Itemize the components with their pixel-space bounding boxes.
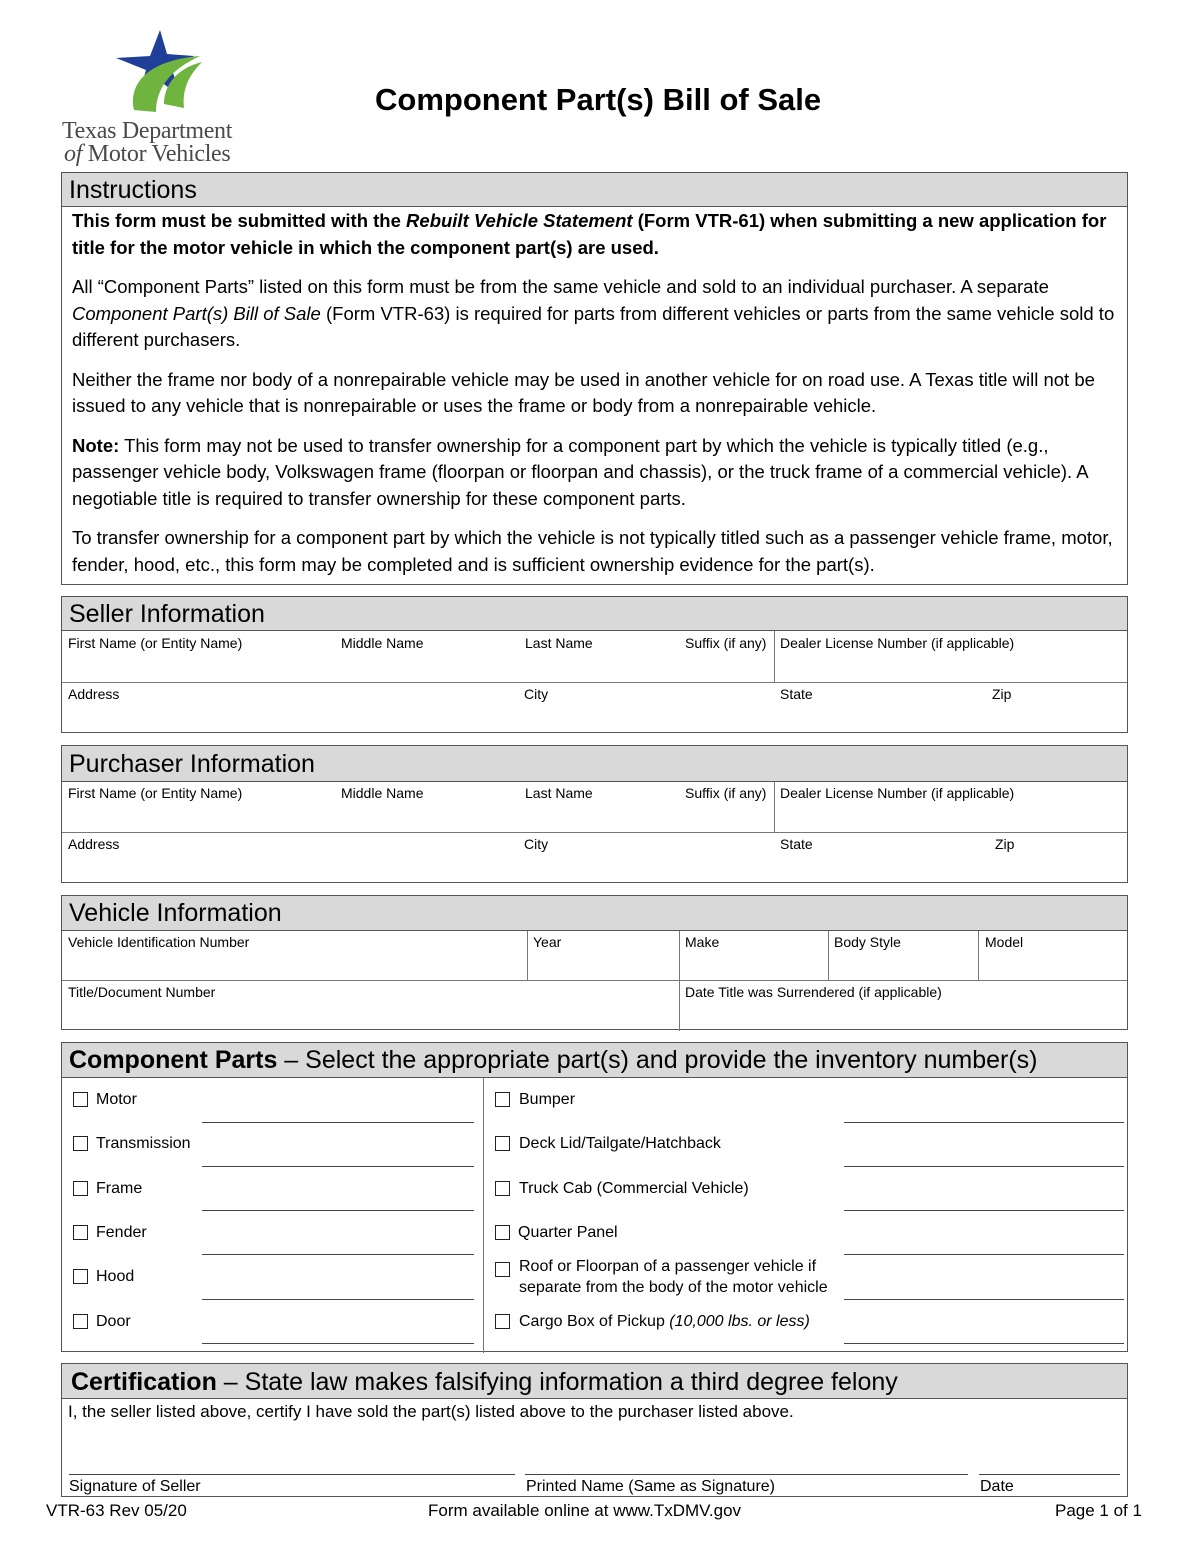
instructions-p1: This form must be submitted with the Rebuilt Vehicle Statement (Form VTR-61) when submitting a new application for title for the motor vehicle in which the component part(s) are used. bbox=[72, 210, 1107, 258]
divider bbox=[62, 832, 1127, 833]
logo-text-of: of bbox=[64, 141, 83, 167]
purchaser-heading: Purchaser Information bbox=[62, 746, 1127, 782]
fender-checkbox[interactable] bbox=[73, 1225, 88, 1240]
purchaser-section bbox=[61, 745, 1128, 883]
certification-statement: I, the seller listed above, certify I have sold the part(s) listed above to the purchaser listed above. bbox=[68, 1402, 794, 1421]
quarter-panel-checkbox[interactable] bbox=[495, 1225, 510, 1240]
vehicle-section bbox=[61, 895, 1128, 1030]
signature-line[interactable] bbox=[69, 1474, 515, 1475]
bumper-label: Bumper bbox=[519, 1091, 576, 1108]
hood-checkbox[interactable] bbox=[73, 1269, 88, 1284]
divider bbox=[679, 931, 680, 1031]
purchaser-zip-field[interactable]: Zip bbox=[995, 836, 1015, 852]
year-field[interactable]: Year bbox=[533, 934, 562, 950]
divider bbox=[62, 682, 1127, 683]
roof-floorpan-label-line1: Roof or Floorpan of a passenger vehicle if bbox=[519, 1258, 817, 1275]
purchaser-first-name-field[interactable]: First Name (or Entity Name) bbox=[68, 785, 243, 801]
truck-cab-checkbox[interactable] bbox=[495, 1181, 510, 1196]
door-label: Door bbox=[96, 1313, 131, 1330]
door-inventory-line[interactable] bbox=[202, 1343, 474, 1344]
date-line[interactable] bbox=[979, 1474, 1120, 1475]
vehicle-heading: Vehicle Information bbox=[62, 896, 1127, 931]
roof-floorpan-checkbox[interactable] bbox=[495, 1262, 510, 1277]
bumper-inventory-line[interactable] bbox=[844, 1122, 1124, 1123]
seller-section bbox=[61, 596, 1128, 733]
purchaser-dealer-license-field[interactable]: Dealer License Number (if applicable) bbox=[780, 785, 1015, 801]
instructions-p4: Note: This form may not be used to transfer ownership for a component part by which the vehicle is typically titled (e.g., passenger vehicle body, Volkswagen frame (floorpan or floorpan and chassis), or the truck frame of a commercial vehicle). A negotiable title is required to transfer ownership for these component parts. bbox=[72, 434, 1088, 509]
roof-floorpan-label-line2: separate from the body of the motor vehicle bbox=[519, 1279, 828, 1296]
seller-last-name-field[interactable]: Last Name bbox=[525, 635, 593, 651]
frame-checkbox[interactable] bbox=[73, 1181, 88, 1196]
seller-suffix-field[interactable]: Suffix (if any) bbox=[685, 635, 767, 651]
frame-label: Frame bbox=[96, 1180, 143, 1197]
deck-lid-checkbox[interactable] bbox=[495, 1136, 510, 1151]
component-parts-section bbox=[61, 1042, 1128, 1352]
instructions-heading: Instructions bbox=[62, 173, 1127, 207]
divider bbox=[527, 931, 528, 980]
seller-first-name-field[interactable]: First Name (or Entity Name) bbox=[68, 635, 243, 651]
bumper-checkbox[interactable] bbox=[495, 1092, 510, 1107]
purchaser-city-field[interactable]: City bbox=[524, 836, 549, 852]
instructions-p3: Neither the frame nor body of a nonrepairable vehicle may be used in another vehicle for on road use. A Texas title will not be issued to any vehicle that is nonrepairable or uses the frame or body from a nonrepairable vehicle. bbox=[72, 368, 1095, 416]
divider bbox=[828, 931, 829, 980]
motor-label: Motor bbox=[96, 1091, 137, 1108]
body-style-field[interactable]: Body Style bbox=[834, 934, 901, 950]
quarter-panel-inventory-line[interactable] bbox=[844, 1254, 1124, 1255]
cargo-box-inventory-line[interactable] bbox=[844, 1343, 1124, 1344]
seller-zip-field[interactable]: Zip bbox=[992, 686, 1012, 702]
instructions-p2: All “Component Parts” listed on this form must be from the same vehicle and sold to an individual purchaser. A separate Component Part(s) Bill of Sale (Form VTR-63) is required for parts from different vehicles or parts from the same vehicle sold to different purchasers. bbox=[72, 276, 1115, 350]
purchaser-address-field[interactable]: Address bbox=[68, 836, 120, 852]
signature-label: Signature of Seller bbox=[69, 1478, 201, 1495]
date-surrendered-field[interactable]: Date Title was Surrendered (if applicable) bbox=[685, 984, 942, 1000]
divider bbox=[774, 782, 775, 832]
quarter-panel-label: Quarter Panel bbox=[518, 1224, 618, 1241]
logo-text-line2 bbox=[64, 141, 230, 168]
truck-cab-label: Truck Cab (Commercial Vehicle) bbox=[519, 1180, 749, 1197]
seller-middle-name-field[interactable]: Middle Name bbox=[341, 635, 424, 651]
vin-field[interactable]: Vehicle Identification Number bbox=[68, 934, 250, 950]
instructions-body bbox=[72, 208, 1122, 591]
seller-city-field[interactable]: City bbox=[524, 686, 549, 702]
purchaser-state-field[interactable]: State bbox=[780, 836, 813, 852]
logo-text-motor-vehicles: Motor Vehicles bbox=[87, 141, 231, 167]
title-number-field[interactable]: Title/Document Number bbox=[68, 984, 216, 1000]
component-parts-heading: Component Parts – Select the appropriate part(s) and provide the inventory number(s) bbox=[62, 1043, 1127, 1078]
purchaser-middle-name-field[interactable]: Middle Name bbox=[341, 785, 424, 801]
date-label: Date bbox=[980, 1478, 1014, 1495]
seller-dealer-license-field[interactable]: Dealer License Number (if applicable) bbox=[780, 635, 1015, 651]
purchaser-last-name-field[interactable]: Last Name bbox=[525, 785, 593, 801]
hood-inventory-line[interactable] bbox=[202, 1299, 474, 1300]
instructions-p5: To transfer ownership for a component part by which the vehicle is not typically titled such as a passenger vehicle frame, motor, fender, hood, etc., this form may be completed and is sufficient ownership evidence for the part(s). bbox=[72, 527, 1113, 575]
logo-text-line1: Texas Department bbox=[62, 118, 233, 144]
instructions-section bbox=[61, 172, 1128, 585]
printed-name-label: Printed Name (Same as Signature) bbox=[526, 1478, 775, 1495]
seller-state-field[interactable]: State bbox=[780, 686, 813, 702]
divider bbox=[483, 1078, 484, 1353]
purchaser-suffix-field[interactable]: Suffix (if any) bbox=[685, 785, 767, 801]
door-checkbox[interactable] bbox=[73, 1314, 88, 1329]
fender-inventory-line[interactable] bbox=[202, 1254, 474, 1255]
transmission-checkbox[interactable] bbox=[73, 1136, 88, 1151]
transmission-label: Transmission bbox=[96, 1135, 191, 1152]
transmission-inventory-line[interactable] bbox=[202, 1166, 474, 1167]
motor-checkbox[interactable] bbox=[73, 1092, 88, 1107]
model-field[interactable]: Model bbox=[985, 934, 1024, 950]
page-number: Page 1 of 1 bbox=[1055, 1501, 1142, 1520]
page-title: Component Part(s) Bill of Sale bbox=[375, 82, 822, 117]
cargo-box-checkbox[interactable] bbox=[495, 1314, 510, 1329]
divider bbox=[62, 980, 1127, 981]
online-availability: Form available online at www.TxDMV.gov bbox=[428, 1501, 742, 1520]
make-field[interactable]: Make bbox=[685, 934, 720, 950]
deck-lid-label: Deck Lid/Tailgate/Hatchback bbox=[519, 1135, 721, 1152]
frame-inventory-line[interactable] bbox=[202, 1210, 474, 1211]
form-id: VTR-63 Rev 05/20 bbox=[46, 1501, 187, 1520]
hood-label: Hood bbox=[96, 1268, 135, 1285]
cargo-box-label: Cargo Box of Pickup (10,000 lbs. or less) bbox=[519, 1313, 810, 1330]
divider bbox=[978, 931, 979, 980]
truck-cab-inventory-line[interactable] bbox=[844, 1210, 1124, 1211]
star-swoosh-icon bbox=[60, 26, 265, 116]
roof-floorpan-inventory-line[interactable] bbox=[844, 1299, 1124, 1300]
certification-section bbox=[61, 1363, 1128, 1497]
seller-heading: Seller Information bbox=[62, 597, 1127, 631]
deck-lid-inventory-line[interactable] bbox=[844, 1166, 1124, 1167]
divider bbox=[774, 631, 775, 682]
motor-inventory-line[interactable] bbox=[202, 1122, 474, 1123]
txdmv-logo bbox=[60, 26, 265, 168]
seller-address-field[interactable]: Address bbox=[68, 686, 120, 702]
certification-heading: Certification – State law makes falsifying information a third degree felony bbox=[62, 1364, 1127, 1399]
printed-name-line[interactable] bbox=[525, 1474, 968, 1475]
fender-label: Fender bbox=[96, 1224, 147, 1241]
